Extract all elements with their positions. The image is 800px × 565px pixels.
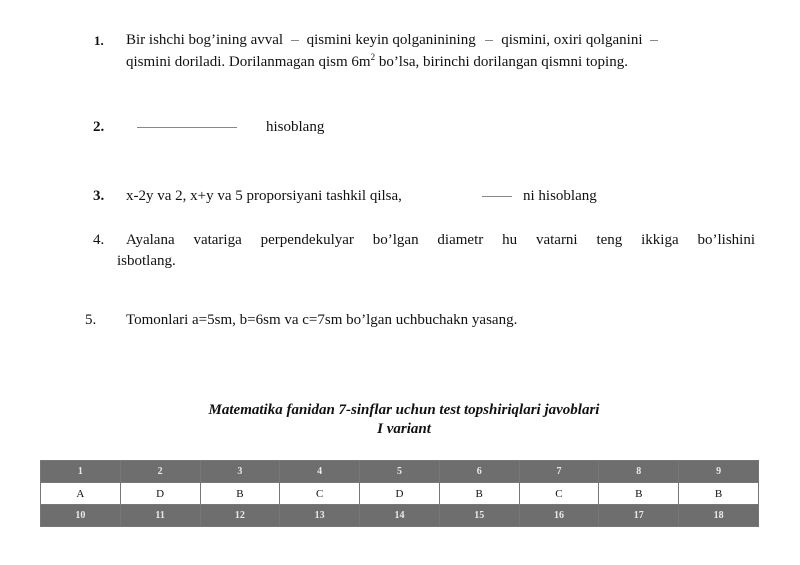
problem-1 [94,30,734,74]
question-number-cell: 13 [280,505,360,527]
fraction-placeholder [291,40,299,41]
fraction-placeholder [485,40,493,41]
answer-cell: A [41,483,121,505]
answer-key-subtitle: I variant [377,421,431,437]
problem-5 [85,310,645,332]
question-number-cell: 17 [599,505,679,527]
problem-number: 2. [93,119,105,135]
question-number-cell: 11 [120,505,200,527]
answer-cell: D [360,483,440,505]
question-number-row [41,505,759,527]
expression-placeholder [137,127,237,128]
question-number-cell: 3 [200,461,280,483]
question-number-cell: 6 [439,461,519,483]
question-number-cell: 4 [280,461,360,483]
fraction-placeholder [650,40,658,41]
question-number-row [41,461,759,483]
answer-key-title: Matematika fanidan 7-sinflar uchun test topshiriqlari javoblari [208,402,600,418]
problem-number: 3. [93,188,105,204]
problem-text-line: qismini doriladi. Dorilanmagan qism $6m^2$ bo’lsa, birinchi dorilangan qismni toping. [126,52,628,70]
question-number-cell: 8 [599,461,679,483]
answer-row [41,483,759,505]
problem-text: x-2y va 2, x+y va 5 proporsiyani tashkil qilsa, [126,188,402,204]
problem-2 [93,117,393,139]
answer-cell: B [439,483,519,505]
question-number-cell: 5 [360,461,440,483]
answer-cell: B [679,483,759,505]
question-number-cell: 16 [519,505,599,527]
problem-text: hisoblang [266,119,325,135]
question-number-cell: 2 [120,461,200,483]
problem-4 [93,230,755,274]
problem-text-line: Ayalana vatariga perpendekulyar bo’lgan diametr hu vatarni teng ikkiga bo’lishini [126,232,755,248]
answer-key-heading [0,401,800,439]
problem-number: 5. [85,312,97,328]
question-number-cell: 15 [439,505,519,527]
question-number-cell: 7 [519,461,599,483]
problem-text-line: Bir ishchi bog’ining avval qismini keyin qolganinining qismini, oxiri qolganini [126,30,658,51]
answer-cell: B [599,483,679,505]
answer-cell: D [120,483,200,505]
answer-cell: C [519,483,599,505]
problem-text-line: isbotlang. [117,253,176,269]
problem-number: 4. [93,232,105,248]
question-number-cell: 14 [360,505,440,527]
problem-3 [93,186,653,208]
question-number-cell: 12 [200,505,280,527]
question-number-cell: 9 [679,461,759,483]
problem-text: Tomonlari a=5sm, b=6sm va c=7sm bo’lgan uchbuchakn yasang. [126,312,518,328]
problem-number: 1. [94,33,104,48]
question-number-cell: 18 [679,505,759,527]
answer-cell: C [280,483,360,505]
expression-placeholder [482,196,512,197]
question-number-cell: 10 [41,505,121,527]
answer-cell: B [200,483,280,505]
answer-key-table [40,460,759,527]
problem-text: ni hisoblang [523,188,597,204]
question-number-cell: 1 [41,461,121,483]
